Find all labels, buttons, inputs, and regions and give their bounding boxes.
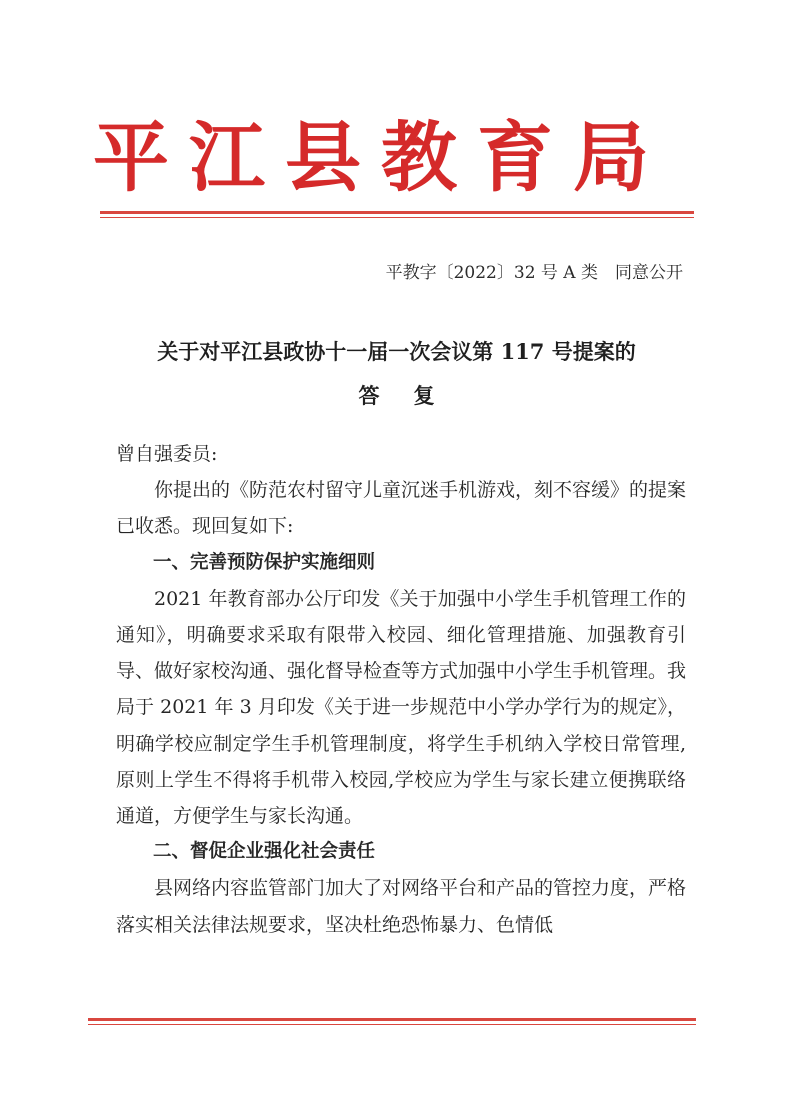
- letterhead-title: 平江县教育局: [93, 113, 669, 202]
- section1-paragraph: 2021 年教育部办公厅印发《关于加强中小学生手机管理工作的通知》，明确要求采取有限带入校园、细化管理措施、加强教育引导、做好家校沟通、强化督导检查等方式加强中小学生手机管理。我局于 2021 年 3 月印发《关于进一步规范中小学办学行为的规定》，明确学校应制定学生手机管理制度，将学生手机纳入学校日常管理,原则上学生不得将手机带入校园,学校应为学生与家长建立便携联络通道，方便学生与家长沟通。: [116, 587, 687, 828]
- letterhead-rule-thin: [100, 217, 694, 218]
- document-number: 平教字〔2022〕32 号 A 类 同意公开: [385, 263, 683, 283]
- document-title-line1: 关于对平江县政协十一届一次会议第 117 号提案的: [157, 339, 636, 364]
- footer-rule-thin: [88, 1024, 696, 1025]
- document-body: [116, 436, 686, 943]
- letterhead-rule-thick: [100, 211, 694, 214]
- intro-paragraph: 你提出的《防范农村留守儿童沉迷手机游戏，刻不容缓》的提案已收悉。现回复如下:: [116, 479, 687, 538]
- footer-rule-thick: [88, 1018, 696, 1021]
- section1-heading: 一、完善预防保护实施细则: [153, 551, 376, 573]
- section2-paragraph: 县网络内容监管部门加大了对网络平台和产品的管控力度，严格落实相关法律法规要求，坚决杜绝恐怖暴力、色情低: [116, 877, 687, 936]
- document-title-line2: 答复: [358, 383, 469, 408]
- section2-heading: 二、督促企业强化社会责任: [153, 841, 376, 863]
- salutation: 曾自强委员:: [116, 443, 218, 465]
